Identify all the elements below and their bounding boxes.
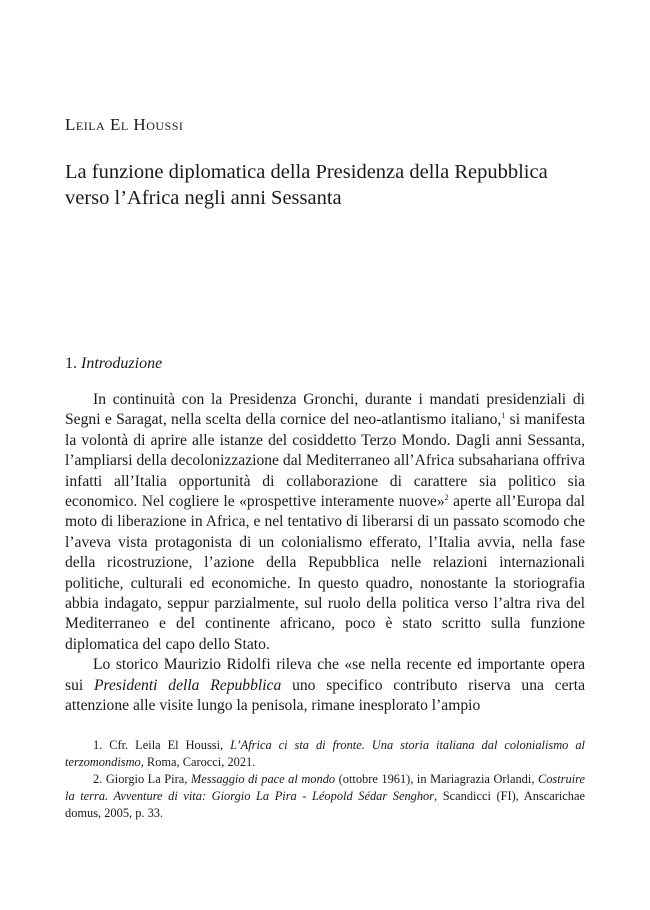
footnotes [65, 737, 585, 822]
footnote-ref-2: 2 [444, 493, 449, 503]
footnote-1 [65, 737, 585, 771]
footnote-2-middle: (ottobre 1961), in Mariagrazia Orlandi, [335, 772, 538, 786]
body-text [65, 390, 585, 717]
footnote-ref-1: 1 [501, 411, 506, 421]
footnote-2-prefix: 2. Giorgio La Pira, [93, 772, 191, 786]
article-title [65, 159, 605, 211]
paragraph-1-text-b: si manifesta la volontà di aprire alle istanze del cosiddetto Terzo Mondo. Dagli anni Sessanta, l’ampliarsi della decolonizzazione dal Mediterraneo all’Africa subsahariana offriva infatti all’Italia opportunità di collaborazione di carattere sia politico sia economico. Nel cogliere le «prospettive interamente nuove» [65, 411, 585, 511]
author-name: Leila El Houssi [65, 115, 184, 134]
footnote-1-prefix: 1. Cfr. Leila El Houssi, [93, 738, 231, 752]
title-line-1: La funzione diplomatica della Presidenza della Repubblica [65, 161, 548, 183]
paragraph-1-text-c: aperte all’Europa dal moto di liberazione in Africa, e nel tentativo di liberarsi di un passato scomodo che l’aveva vista protagonista di un colonialismo efferato, l’Italia avvia, nella fase della ricostruzione, l’azione della Repubblica nelle relazioni internazionali politiche, culturali ed economiche. In questo quadro, nonostante la storiografia abbia indagato, seppur parzialmente, sul ruolo della politica verso l’altra riva del Mediterraneo e del continente africano, poco è stato scritto sulla funzione diplomatica del capo dello Stato. [65, 493, 585, 653]
paragraph-1-text-a: In continuità con la Presidenza Gronchi, durante i mandati presidenziali di Segni e Saragat, nella scelta della cornice del neo-atlantismo italiano, [65, 391, 585, 429]
paragraph-2-text-a: Lo storico Maurizio Ridolfi rileva che «se nella recente ed importante opera sui [65, 656, 585, 694]
title-line-2: verso l’Africa negli anni Sessanta [65, 187, 342, 209]
paragraph-1 [65, 390, 585, 655]
paragraph-2 [65, 655, 585, 716]
footnote-1-suffix: , Roma, Carocci, 2021. [140, 755, 256, 769]
paragraph-2-italic: Presidenti della Repubblica [93, 676, 282, 694]
section-number: 1. [65, 355, 77, 372]
section-heading [65, 355, 162, 373]
paragraph-2-text-b: uno specifico contributo riserva una certa attenzione alle visite lungo la penisola, rimane inesplorato l’ampio [65, 676, 585, 715]
footnote-1-title: L’Africa ci sta di fronte. Una storia italiana dal colonialismo al terzomondismo [65, 738, 585, 769]
section-title: Introduzione [81, 355, 163, 372]
footnote-2-title-1: Messaggio di pace al mondo [190, 772, 336, 786]
footnote-2-suffix: , Scandicci (FI), Anscarichae domus, 2005, p. 33. [65, 789, 585, 820]
footnote-2 [65, 771, 585, 822]
footnote-2-title-2: Costruire la terra. Avventure di vita: Giorgio La Pira - Léopold Sédar Senghor [65, 772, 585, 803]
